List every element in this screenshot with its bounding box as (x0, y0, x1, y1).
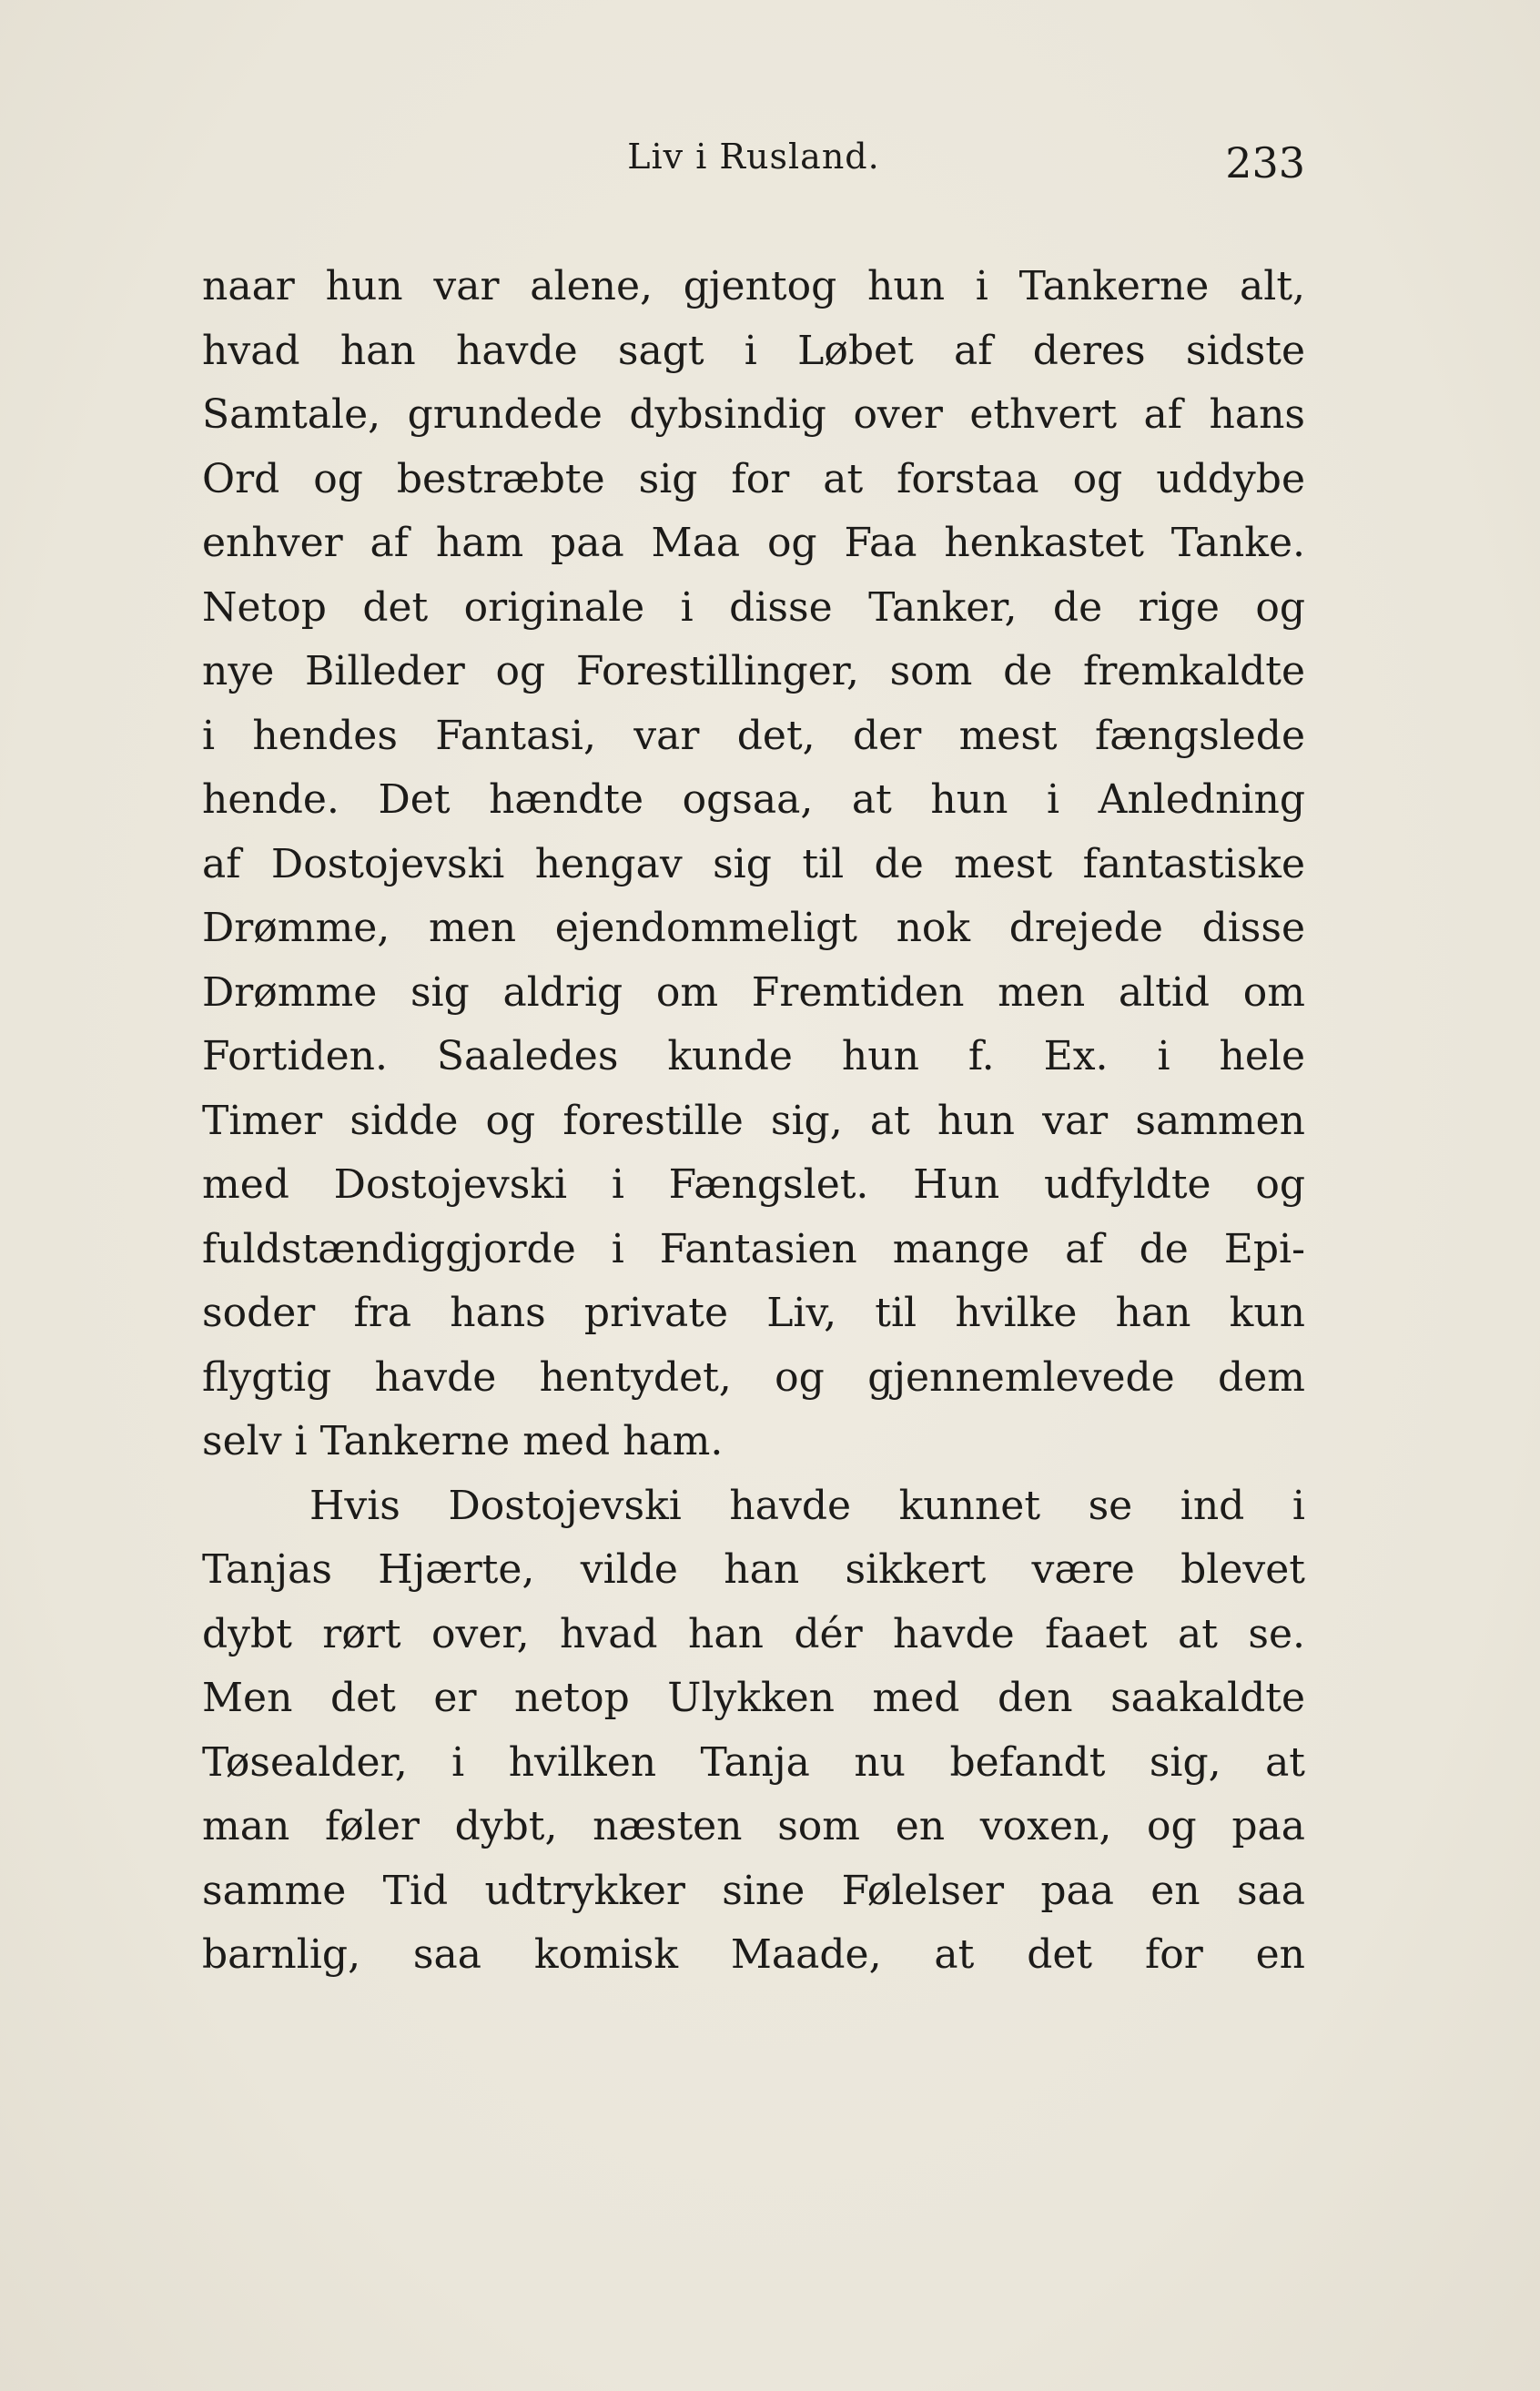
text-line: af Dostojevski hengav sig til de mest fantastiske (202, 840, 1305, 887)
text-line: samme Tid udtrykker sine Følelser paa en saa (202, 1867, 1305, 1914)
text-line: med Dostojevski i Fængslet. Hun udfyldte og (202, 1161, 1305, 1208)
text-line: Hvis Dostojevski havde kunnet se ind i (309, 1482, 1305, 1529)
text-line: selv i Tankerne med ham. (202, 1418, 724, 1464)
text-line: Ord og bestræbte sig for at forstaa og uddybe (202, 455, 1305, 502)
text-line: Tøsealder, i hvilken Tanja nu befandt sig, at (202, 1738, 1305, 1786)
text-line: soder fra hans private Liv, til hvilke han kun (202, 1290, 1305, 1336)
text-line: hende. Det hændte ogsaa, at hun i Anledning (202, 776, 1305, 823)
text-line: flygtig havde hentydet, og gjennemlevede dem (202, 1353, 1305, 1401)
text-line: man føler dybt, næsten som en voxen, og paa (202, 1803, 1305, 1849)
text-line: nye Billeder og Forestillinger, som de fremkaldte (202, 648, 1305, 694)
running-title: Liv i Rusland. (627, 137, 880, 177)
text-line: fuldstændiggjorde i Fantasien mange af de Epi- (202, 1225, 1305, 1272)
text-line: Tanjas Hjærte, vilde han sikkert være blevet (202, 1546, 1305, 1593)
page-number: 233 (1225, 138, 1305, 187)
text-line: Drømme sig aldrig om Fremtiden men altid om (202, 968, 1305, 1016)
text-line: naar hun var alene, gjentog hun i Tankerne alt, (202, 263, 1305, 309)
text-line: dybt rørt over, hvad han dér havde faaet at se. (202, 1610, 1305, 1657)
page-header (202, 137, 1305, 191)
body-text (202, 255, 1305, 1988)
text-line: Samtale, grundede dybsindig over ethvert af hans (202, 391, 1305, 438)
text-line: Fortiden. Saaledes kunde hun f. Ex. i hele (202, 1033, 1305, 1079)
text-line: Netop det originale i disse Tanker, de rige og (202, 583, 1305, 631)
text-line: hvad han havde sagt i Løbet af deres sidste (202, 327, 1305, 374)
text-line: i hendes Fantasi, var det, der mest fængslede (202, 712, 1305, 759)
text-line: enhver af ham paa Maa og Faa henkastet Tanke. (202, 520, 1305, 566)
text-line: Men det er netop Ulykken med den saakaldte (202, 1675, 1305, 1721)
text-line: Drømme, men ejendommeligt nok drejede disse (202, 905, 1305, 951)
text-line: Timer sidde og forestille sig, at hun var sammen (202, 1097, 1305, 1144)
text-line: barnlig, saa komisk Maade, at det for en (202, 1931, 1305, 1978)
